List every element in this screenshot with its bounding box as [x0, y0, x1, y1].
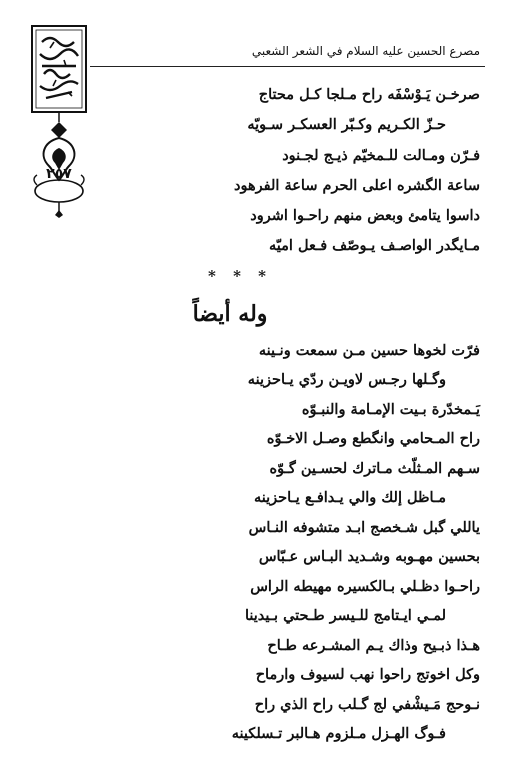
verse-line: هـذا ذبـيح وذاك يـم المشـرعه طـاح [267, 636, 480, 654]
verse-line: لمـي ايـتامج للـيسر طـحتي بـيدينا [244, 607, 446, 625]
verse-line: داسوا يتامئ وبعض منهم راحـوا اشرود [250, 207, 480, 225]
verse-line: ساعة الگشره اعلى الحرم ساعة الفرهود [234, 176, 480, 194]
page-number: ٢٥٧ [46, 166, 72, 182]
verse-line: بحسين مهـوبه وشـديد البـاس عـبّاس [258, 548, 480, 566]
verse-line: راحـوا دظـلي بـالكسيره مهيطه الراس [250, 577, 480, 595]
verse-line: فـوگ الهـزل مـلزوم هـالبر تـسلكينه [231, 725, 446, 743]
verse-line: راح المـحامي وانگطع وصـل الاخـوّه [266, 430, 480, 448]
verse-line: صرخـن يَـوْسْفَه راح مـلجا كـل محتاج [258, 86, 480, 103]
verse-line: وگـلها رجـس لاويـن ردّي يـاحزينه [247, 371, 446, 389]
verse-line: سـهم المـثلّث مـاترك لحسـين گـوّه [269, 459, 480, 477]
section-separator: * * * [208, 266, 272, 285]
running-title: مصرع الحسين عليه السلام في الشعر الشعبي [251, 44, 480, 58]
verse-line: مـايگدر الواصـف يـوصّف فـعل اميّه [268, 237, 480, 255]
page-body [40, 80, 480, 749]
verse-line: يَـمخدّرة بـيت الإمـامة والنبـوّه [301, 400, 480, 418]
verse-line: فـرّن ومـالت للـمخيّم ذيـج لجـنود [282, 146, 480, 164]
page-header [90, 44, 480, 66]
verse-line: ياللي گبل شـخصج ابـد متشوفه النـاس [248, 518, 480, 536]
section-title: وله أيضاً [192, 300, 268, 327]
poem-continuation [40, 80, 480, 262]
poem-section [40, 336, 480, 749]
verse-line: نـوحج مَـيشْفي لج گـلب راح الذي راح [254, 695, 480, 713]
verse-line: فرّت لخوها حسين مـن سمعت ونـينه [258, 341, 480, 359]
verse-line: حـزّ الكـريم وكـبّر العسكـر سـويّه [247, 116, 446, 134]
verse-line: مـاظل إلك والي يـدافـع يـاحزينه [253, 489, 446, 507]
header-divider [90, 66, 485, 67]
verse-line: وكل اخوتج راحوا نهب لسيوف وارماح [255, 666, 480, 684]
